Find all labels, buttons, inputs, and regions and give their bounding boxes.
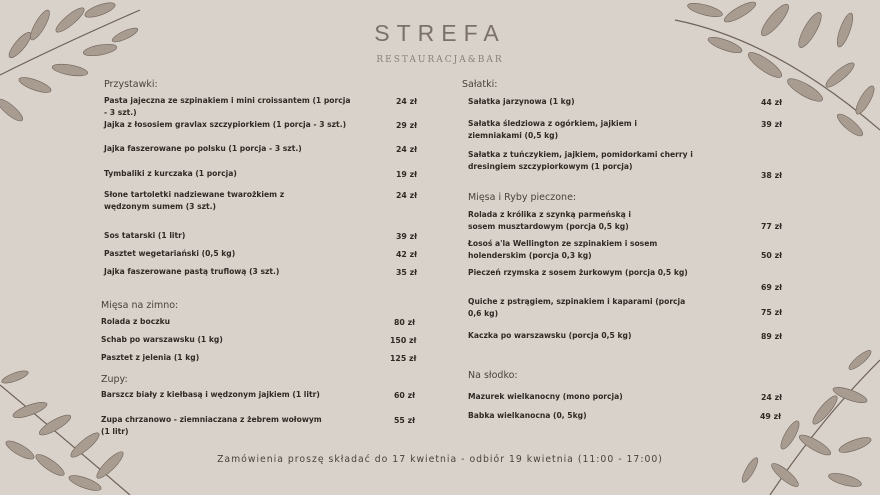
menu-item-name: Jajka faszerowane pastą truflową (3 szt.)	[104, 267, 280, 276]
section-title-salatki: Sałatki:	[462, 79, 498, 90]
menu-item-price: 77 zł	[761, 222, 782, 231]
menu-item-price: 44 zł	[761, 98, 782, 107]
menu-item-name: Rolada z królika z szynką parmeńską i sosem musztardowym (porcja 0,5 kg)	[468, 210, 631, 231]
menu-item-name: Jajka faszerowane po polsku (1 porcja - 3 szt.)	[104, 144, 302, 153]
olive-branch-bottom-right-icon	[730, 350, 880, 495]
menu-item-name: Pasztet z jelenia (1 kg)	[101, 353, 200, 362]
menu-item-name: Sos tatarski (1 litr)	[104, 231, 186, 240]
menu-item-name: Pasta jajeczna ze szpinakiem i mini croissantem (1 porcja - 3 szt.)	[104, 96, 351, 117]
menu-item-name: Quiche z pstrągiem, szpinakiem i kaparami (porcja 0,6 kg)	[468, 297, 686, 318]
menu-item-name: Barszcz biały z kiełbasą i wędzonym jajkiem (1 litr)	[101, 390, 320, 399]
menu-item-name: Babka wielkanocna (0, 5kg)	[468, 411, 587, 420]
menu-item-name: Sałatka śledziowa z ogórkiem, jajkiem i ziemniakami (0,5 kg)	[468, 119, 637, 140]
order-info-footer: Zamówienia proszę składać do 17 kwietnia - odbiór 19 kwietnia (11:00 - 17:00)	[217, 454, 663, 465]
menu-item-price: 35 zł	[396, 268, 417, 277]
menu-item-name: Pieczeń rzymska z sosem żurkowym (porcja 0,5 kg)	[468, 268, 688, 277]
section-title-zupy: Zupy:	[101, 374, 128, 385]
menu-item-name: Jajka z łososiem gravlax szczypiorkiem (1 porcja - 3 szt.)	[104, 120, 347, 129]
menu-item-price: 49 zł	[760, 412, 781, 421]
restaurant-subtitle: RESTAURACJA&BAR	[376, 55, 504, 65]
menu-item-name: Rolada z boczku	[101, 317, 171, 326]
menu-item-price: 24 zł	[396, 145, 417, 154]
menu-item-price: 55 zł	[394, 416, 415, 425]
menu-item-price: 29 zł	[396, 121, 417, 130]
menu-item-name: Słone tartoletki nadziewane twarożkiem z wędzonym sumem (3 szt.)	[104, 190, 285, 211]
menu-item-price: 60 zł	[394, 391, 415, 400]
menu-item-price: 24 zł	[396, 97, 417, 106]
section-title-zimno: Mięsa na zimno:	[101, 300, 179, 311]
menu-item-price: 39 zł	[761, 120, 782, 129]
menu-item-price: 125 zł	[390, 354, 417, 363]
section-title-slodko: Na słodko:	[468, 370, 518, 381]
menu-item-name: Tymbaliki z kurczaka (1 porcja)	[104, 169, 237, 178]
menu-item-price: 69 zł	[761, 283, 782, 292]
menu-item-price: 89 zł	[761, 332, 782, 341]
menu-item-name: Sałatka z tuńczykiem, jajkiem, pomidorkami cherry i dresingiem szczypiorkowym (1 porcja)	[468, 150, 693, 171]
menu-item-name: Pasztet wegetariański (0,5 kg)	[104, 249, 236, 258]
restaurant-name: STREFA	[374, 20, 506, 46]
menu-item-price: 75 zł	[761, 308, 782, 317]
menu-item-price: 80 zł	[394, 318, 415, 327]
menu-item-name: Sałatka jarzynowa (1 kg)	[468, 97, 575, 106]
menu-item-price: 150 zł	[390, 336, 417, 345]
menu-item-name: Łosoś a'la Wellington ze szpinakiem i sosem holenderskim (porcja 0,3 kg)	[468, 239, 658, 260]
menu-item-price: 24 zł	[396, 191, 417, 200]
menu-item-name: Mazurek wielkanocny (mono porcja)	[468, 392, 623, 401]
menu-item-name: Zupa chrzanowo - ziemniaczana z żebrem wołowym (1 litr)	[101, 415, 322, 436]
menu-item-name: Kaczka po warszawsku (porcja 0,5 kg)	[468, 331, 632, 340]
menu-item-price: 50 zł	[761, 251, 782, 260]
section-title-przystawki: Przystawki:	[104, 79, 158, 90]
section-title-miesa: Mięsa i Ryby pieczone:	[468, 192, 577, 203]
menu-item-name: Schab po warszawsku (1 kg)	[101, 335, 223, 344]
menu-item-price: 38 zł	[761, 171, 782, 180]
menu-item-price: 24 zł	[761, 393, 782, 402]
menu-item-price: 39 zł	[396, 232, 417, 241]
menu-item-price: 42 zł	[396, 250, 417, 259]
menu-item-price: 19 zł	[396, 170, 417, 179]
